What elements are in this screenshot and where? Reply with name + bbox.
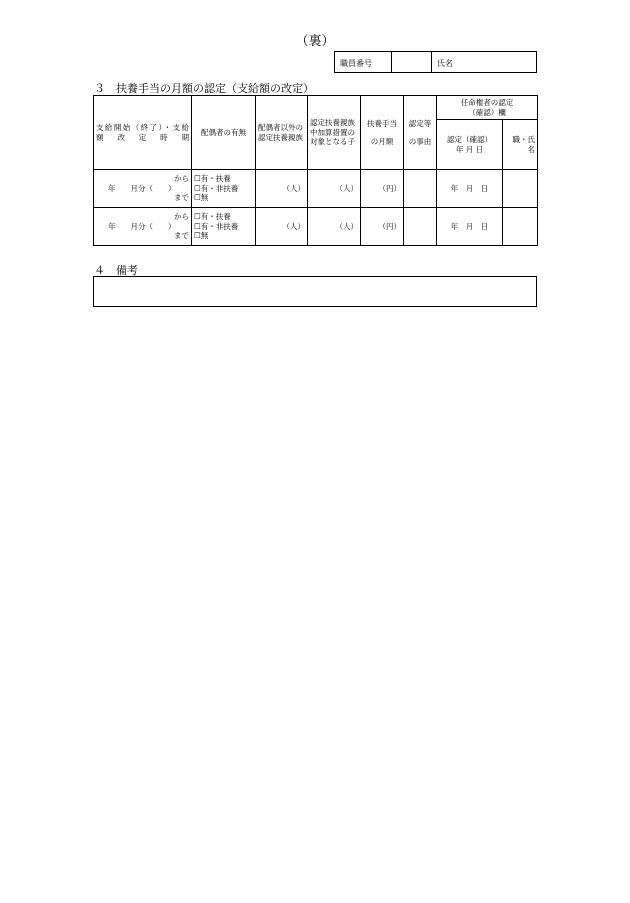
header-appointer-line2: （確認）欄 — [468, 107, 506, 117]
name-label-text: 氏名 — [437, 59, 453, 68]
period-month: 年 月分（ ） — [108, 221, 176, 231]
period-cell[interactable] — [94, 170, 192, 208]
header-appointer-line1: 任命権者の認定 — [460, 97, 514, 107]
checkbox-spouse-none[interactable]: ☐無 — [194, 231, 209, 241]
header-allowance-line2: の月額 — [370, 136, 394, 146]
header-period — [94, 96, 192, 170]
table-row — [94, 170, 538, 208]
special-children-count[interactable]: （人） — [308, 208, 361, 246]
header-reason-line1: 認定等 — [408, 118, 432, 128]
header-period-line1: 支給開始（終了）・支給 — [96, 122, 189, 132]
header-cert-date-line1: 認定（確認） — [447, 134, 492, 144]
title-name-field[interactable] — [503, 170, 538, 208]
allowance-table — [93, 95, 538, 246]
checkbox-spouse-dependent[interactable]: ☐有・扶養 — [194, 211, 231, 221]
allowance-amount[interactable]: （円） — [361, 208, 404, 246]
checkbox-spouse-nondependent[interactable]: ☐有・非扶養 — [194, 183, 239, 193]
header-allowance — [361, 96, 404, 170]
header-period-line2: 額 改 定 時 期 — [96, 132, 189, 142]
period-from: から — [174, 211, 189, 221]
staff-number-field[interactable] — [392, 52, 432, 72]
period-from: から — [174, 173, 189, 183]
checkbox-spouse-none[interactable]: ☐無 — [194, 193, 209, 203]
period-until: まで — [174, 231, 189, 241]
other-dependents-count[interactable]: （人） — [256, 170, 308, 208]
staff-number-label: 職員番号 — [335, 52, 392, 72]
other-dependents-count[interactable]: （人） — [256, 208, 308, 246]
special-children-count[interactable]: （人） — [308, 170, 361, 208]
cert-date-field[interactable]: 年 月 日 — [437, 170, 503, 208]
section3-title: ３ 扶養手当の月額の認定（支給額の改定） — [94, 82, 314, 95]
cert-date-field[interactable]: 年 月 日 — [437, 208, 503, 246]
reason-field[interactable] — [404, 170, 437, 208]
staff-id-box — [334, 51, 537, 73]
header-spouse: 配偶者の有無 — [192, 96, 256, 170]
header-allowance-line1: 扶養手当 — [367, 118, 397, 128]
header-special-children-text: 認定扶養親族中加算措置の対象となる子 — [310, 117, 355, 147]
spouse-options[interactable] — [192, 170, 256, 208]
section4-title: ４ 備考 — [94, 264, 138, 277]
header-cert-date-line2: 年 月 日 — [455, 144, 484, 154]
reason-field[interactable] — [404, 208, 437, 246]
name-label — [432, 52, 536, 72]
header-cert-date — [437, 120, 503, 170]
page-title: （裏） — [295, 34, 335, 49]
header-other-dependents — [256, 96, 308, 170]
title-name-field[interactable] — [503, 208, 538, 246]
checkbox-spouse-nondependent[interactable]: ☐有・非扶養 — [194, 221, 239, 231]
spouse-options[interactable] — [192, 208, 256, 246]
header-reason-line2: の事由 — [408, 136, 432, 146]
header-title-name — [503, 120, 538, 170]
checkbox-spouse-dependent[interactable]: ☐有・扶養 — [194, 173, 231, 183]
header-reason — [404, 96, 437, 170]
allowance-amount[interactable]: （円） — [361, 170, 404, 208]
period-cell[interactable] — [94, 208, 192, 246]
header-title-name-line2: 名 — [527, 144, 535, 154]
table-row — [94, 208, 538, 246]
remarks-field[interactable] — [93, 276, 537, 307]
header-special-children — [308, 96, 361, 170]
header-other-dependents-text: 配偶者以外の認定扶養親族 — [258, 122, 303, 142]
period-until: まで — [174, 193, 189, 203]
header-appointer — [437, 96, 538, 120]
period-month: 年 月分（ ） — [108, 183, 176, 193]
header-title-name-line1: 職・氏 — [512, 134, 535, 144]
